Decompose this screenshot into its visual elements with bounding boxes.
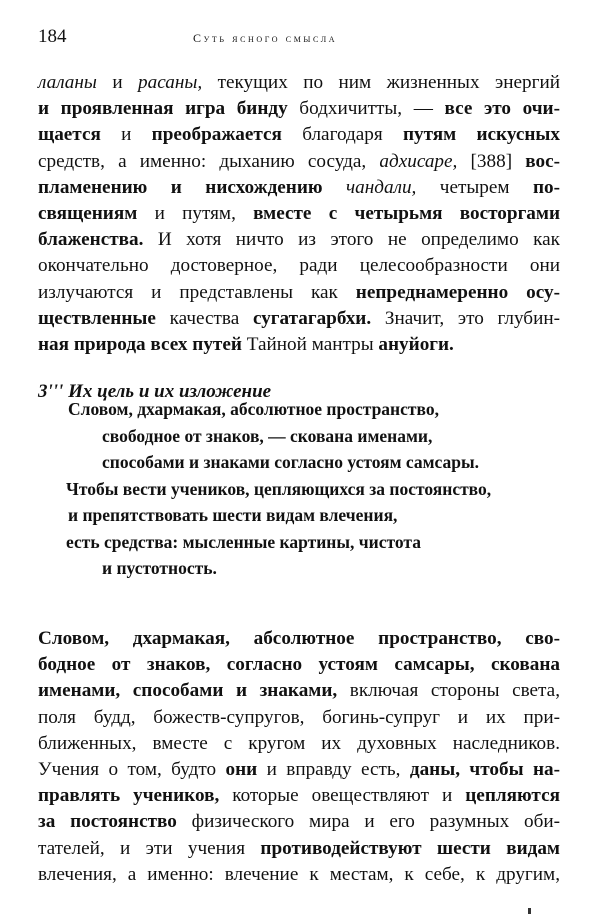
bold-run: путям искусных [402,124,560,146]
text-run: физического мира и его разумных оби- [176,811,560,833]
bold-run: ществленные [38,307,156,329]
bold-run: ануйоги. [378,333,454,355]
text-line [38,149,560,175]
text-run: и [100,124,152,146]
bold-run: пламенению и нисхождению [38,176,323,198]
section-title: Их цель и их изложение [68,381,272,402]
text-run: тателей, и эти учения [38,837,261,859]
running-title: Суть ясного смысла [193,31,338,45]
paragraph-2 [38,626,560,888]
text-line [38,175,560,201]
bold-run: преображается [151,124,282,146]
bold-run: сугатагарбхи. [252,307,372,329]
text-run: бодхичитты, — [287,98,445,120]
text-line [38,70,560,96]
text-line [38,253,560,279]
bold-run: Словом, дхармакая, абсолютное пространство, сво- [38,628,560,649]
bold-run: бодное от знаков, согласно устоям самсары, скована [38,654,560,676]
text-run: благодаря [281,124,403,146]
text-run: которые овеществляют и [219,785,466,807]
text-run: [388] [457,150,526,172]
bold-run: даны, чтобы на- [409,758,560,780]
bold-run: все это очи- [444,98,560,120]
text-run: поля будд, божеств-супругов, богинь-супруг и их при- [38,706,560,728]
text-run: качества [155,307,253,329]
text-line [38,678,560,704]
text-run: излучаются и представлены как [38,281,356,303]
verse-line: способами и знаками согласно устоям самсары. [102,452,480,472]
bold-run: правлять учеников, [38,785,220,807]
text-line [38,306,560,332]
page-header [38,26,558,50]
text-line [38,652,560,678]
text-run: включая стороны света, [337,680,560,702]
verse-block [66,396,491,582]
scan-mark [528,908,531,914]
section-number: 3''' [38,381,64,402]
text-run: и вправду есть, [257,758,410,780]
text-line [38,731,560,757]
bold-run: цепляются [465,785,560,807]
paragraph-1 [38,70,560,358]
text-run: средств, а именно: дыханию сосуда, [38,150,380,172]
bold-run: ная природа всех путей [38,333,242,355]
bold-run: блаженства. [38,229,144,251]
text-run: ближенных, вместе с кругом их духовных наследников. [38,732,560,754]
bold-run: противодействуют шести видам [260,837,560,859]
text-line [38,332,560,358]
bold-run: за постоянство [38,811,177,833]
italic-run: лаланы [38,72,97,93]
verse-line: и препятствовать шести видам влечения, [68,505,398,525]
verse-line: есть средства: мысленные картины, чистота [66,531,421,552]
italic-run: адхисаре, [379,150,458,172]
text-run: Тайной мантры [241,333,379,355]
text-line [38,809,560,835]
bold-run: они [225,758,258,780]
text-run: влечения, а именно: влечение к местам, к себе, к другим, [38,863,560,885]
text-run: и [96,72,139,93]
bold-run: вос- [525,150,561,172]
bold-run: вместе с четырьмя восторгами [253,202,560,224]
verse-line: Чтобы вести учеников, цепляющихся за постоянство, [66,478,492,499]
text-line [38,96,560,122]
text-run: И хотя ничто из этого не определимо как [143,229,560,251]
text-run: окончательно достоверное, ради целесообразности они [38,255,560,277]
text-line [38,122,560,148]
text-run: и путям, [137,202,254,224]
italic-run: расаны, [138,72,203,93]
text-line [38,626,560,652]
bold-run: и проявленная игра бинду [38,98,288,120]
text-line [38,227,560,253]
text-run: текущих по ним жизненных энергий [202,72,560,93]
text-line [38,757,560,783]
text-line [38,836,560,862]
text-run: Учения о том, будто [38,758,226,780]
bold-run: щается [38,124,101,146]
verse-line: свободное от знаков, — скована именами, [102,425,433,446]
bold-run: именами, способами и знаками, [38,680,338,702]
italic-run: чандали, [346,176,417,198]
text-run [323,177,346,198]
text-line [38,201,560,227]
verse-line: и пустотность. [102,558,217,578]
bold-run: по- [532,176,560,198]
text-line [38,705,560,731]
text-run: четырем [416,176,533,198]
bold-run: священиям [38,202,138,224]
text-run: Значит, это глубин- [371,307,560,329]
verse-line: Словом, дхармакая, абсолютное пространство, [68,399,439,419]
text-line [38,862,560,888]
page-number: 184 [38,26,67,47]
text-line [38,783,560,809]
bold-run: непреднамеренно осу- [355,281,560,303]
text-line [38,280,560,306]
